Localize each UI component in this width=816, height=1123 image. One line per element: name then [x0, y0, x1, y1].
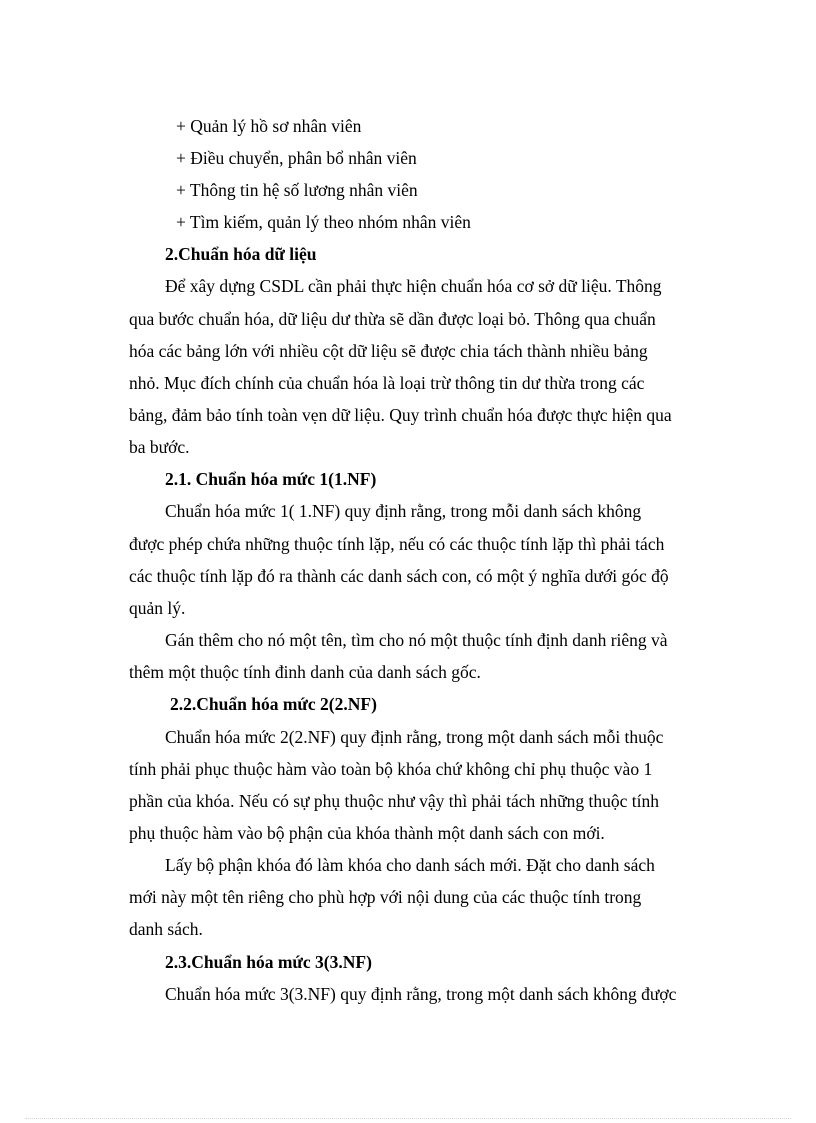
paragraph-line: Lấy bộ phận khóa đó làm khóa cho danh sách mới. Đặt cho danh sách — [165, 855, 655, 875]
section-heading-2-3: 2.3.Chuẩn hóa mức 3(3.NF) — [165, 952, 372, 972]
paragraph-line: mới này một tên riêng cho phù hợp với nội dung của các thuộc tính trong — [129, 887, 642, 907]
section-heading-2-1: 2.1. Chuẩn hóa mức 1(1.NF) — [165, 469, 377, 489]
bullet-item: + Điều chuyển, phân bổ nhân viên — [176, 148, 417, 168]
paragraph-line: quản lý. — [129, 598, 186, 618]
paragraph-line: Gán thêm cho nó một tên, tìm cho nó một thuộc tính định danh riêng và — [165, 630, 668, 650]
paragraph-line: Chuẩn hóa mức 1( 1.NF) quy định rằng, trong mỗi danh sách không — [165, 501, 642, 521]
bullet-item: + Tìm kiếm, quản lý theo nhóm nhân viên — [176, 212, 471, 232]
paragraph-line: Chuẩn hóa mức 2(2.NF) quy định rằng, trong một danh sách mỗi thuộc — [165, 727, 664, 747]
paragraph-line: các thuộc tính lặp đó ra thành các danh sách con, có một ý nghĩa dưới góc độ — [129, 566, 669, 586]
paragraph-line: danh sách. — [129, 919, 203, 939]
paragraph-line: được phép chứa những thuộc tính lặp, nếu có các thuộc tính lặp thì phải tách — [129, 534, 665, 554]
paragraph-line: nhỏ. Mục đích chính của chuẩn hóa là loại trừ thông tin dư thừa trong các — [129, 373, 645, 393]
paragraph-line: phụ thuộc hàm vào bộ phận của khóa thành một danh sách con mới. — [129, 823, 605, 843]
bullet-item: + Quản lý hồ sơ nhân viên — [176, 116, 362, 136]
paragraph-line: tính phải phục thuộc hàm vào toàn bộ khóa chứ không chỉ phụ thuộc vào 1 — [129, 759, 653, 779]
page-bottom-rule — [25, 1118, 791, 1119]
paragraph-line: thêm một thuộc tính đinh danh của danh sách gốc. — [129, 662, 481, 682]
bullet-item: + Thông tin hệ số lương nhân viên — [176, 180, 418, 200]
section-heading-2: 2.Chuẩn hóa dữ liệu — [165, 244, 317, 264]
paragraph-line: phần của khóa. Nếu có sự phụ thuộc như vậy thì phải tách những thuộc tính — [129, 791, 660, 811]
paragraph-line: qua bước chuẩn hóa, dữ liệu dư thừa sẽ dần được loại bỏ. Thông qua chuẩn — [129, 309, 656, 329]
paragraph-line: hóa các bảng lớn với nhiều cột dữ liệu sẽ được chia tách thành nhiều bảng — [129, 341, 648, 361]
paragraph-line: bảng, đảm bảo tính toàn vẹn dữ liệu. Quy trình chuẩn hóa được thực hiện qua — [129, 405, 672, 425]
paragraph-line: Để xây dựng CSDL cần phải thực hiện chuẩn hóa cơ sở dữ liệu. Thông — [165, 276, 662, 296]
paragraph-line: Chuẩn hóa mức 3(3.NF) quy định rằng, trong một danh sách không được — [165, 984, 677, 1004]
paragraph-line: ba bước. — [129, 437, 190, 457]
section-heading-2-2: 2.2.Chuẩn hóa mức 2(2.NF) — [170, 694, 377, 714]
